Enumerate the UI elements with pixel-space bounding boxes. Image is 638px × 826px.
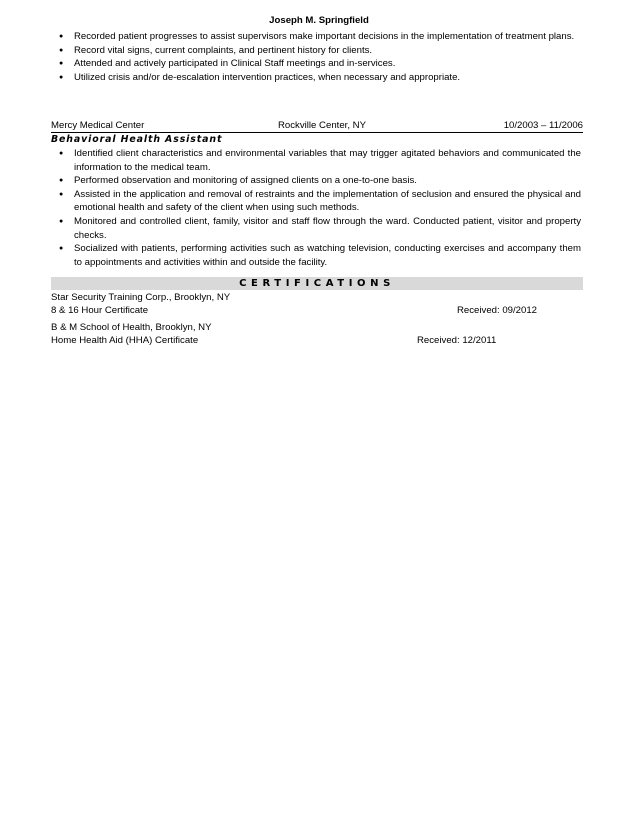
cert-school: B & M School of Health, Brooklyn, NY xyxy=(51,322,212,333)
cert-name: 8 & 16 Hour Certificate xyxy=(51,305,149,316)
list-item: ● Recorded patient progresses to assist supervisors make important decisions in the implementation of treatment plans. xyxy=(51,30,581,44)
list-item: ● Record vital signs, current complaints, and pertinent history for clients. xyxy=(51,44,581,58)
job-title: Behavioral Health Assistant xyxy=(51,134,223,145)
section-heading: CERTIFICATIONS xyxy=(239,278,395,289)
job-bullets xyxy=(51,147,581,269)
job-dates: 10/2003 – 11/2006 xyxy=(503,120,583,131)
cert-name: Home Health Aid (HHA) Certificate xyxy=(51,335,199,346)
list-item: ● Identified client characteristics and environmental variables that may trigger agitated behaviors and communicated the information to the medical team. xyxy=(51,147,581,174)
list-item: ● Attended and actively participated in Clinical Staff meetings and in-services. xyxy=(51,57,581,71)
previous-job-bullets xyxy=(51,30,581,84)
list-item: ● Socialized with patients, performing activities such as watching television, conducting exercises and accompany them to appointments and activities within and outside the facility. xyxy=(51,242,581,269)
cert-received: Received: 12/2011 xyxy=(417,335,497,346)
employer-name: Mercy Medical Center xyxy=(51,120,145,131)
list-item: ● Performed observation and monitoring of assigned clients on a one-to-one basis. xyxy=(51,174,581,188)
cert-school: Star Security Training Corp., Brooklyn, NY xyxy=(51,292,231,303)
cert-received: Received: 09/2012 xyxy=(457,305,538,316)
list-item: ● Utilized crisis and/or de-escalation intervention practices, when necessary and appropriate. xyxy=(51,71,581,85)
page-header-name: Joseph M. Springfield xyxy=(269,15,369,26)
job-location: Rockville Center, NY xyxy=(278,120,366,131)
list-item: ● Assisted in the application and removal of restraints and the implementation of seclusion and ensured the physical and emotional health and safety of the client when using such methods. xyxy=(51,188,581,215)
job-header-row xyxy=(51,119,583,133)
certifications-section-bar xyxy=(51,277,583,290)
list-item: ● Monitored and controlled client, family, visitor and staff flow through the ward. Conducted patient, visitor and property checks. xyxy=(51,215,581,242)
